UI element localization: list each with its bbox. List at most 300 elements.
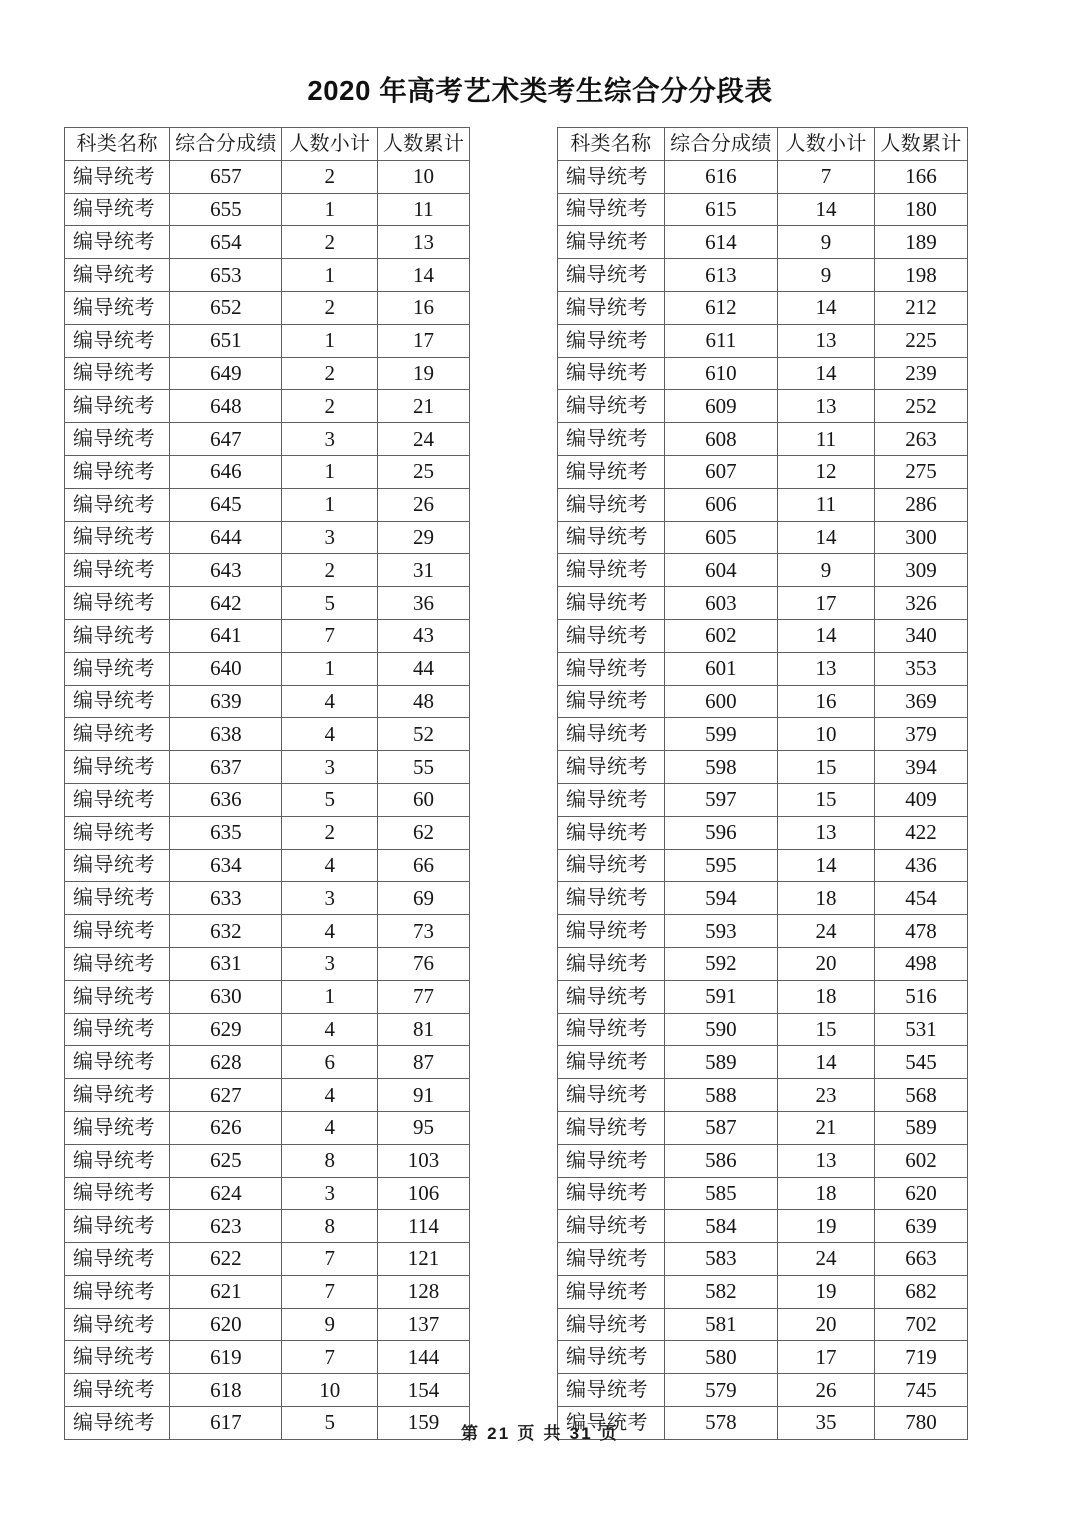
table-row (558, 1341, 968, 1374)
cell-subtotal: 7 (282, 1275, 378, 1308)
cell-subject: 编导统考 (65, 587, 170, 620)
cell-subject: 编导统考 (558, 619, 665, 652)
cell-subtotal: 3 (282, 1177, 378, 1210)
cell-subject: 编导统考 (558, 423, 665, 456)
cell-subtotal: 15 (778, 1013, 875, 1046)
cell-score: 641 (170, 619, 282, 652)
cell-cumulative: 663 (874, 1243, 967, 1276)
cell-cumulative: 13 (378, 226, 470, 259)
cell-score: 628 (170, 1046, 282, 1079)
table-row (65, 357, 470, 390)
cell-subtotal: 12 (778, 455, 875, 488)
cell-cumulative: 62 (378, 816, 470, 849)
table-row (558, 1177, 968, 1210)
cell-score: 635 (170, 816, 282, 849)
cell-cumulative: 379 (874, 718, 967, 751)
cell-subject: 编导统考 (558, 718, 665, 751)
cell-subtotal: 9 (778, 259, 875, 292)
cell-subtotal: 1 (282, 455, 378, 488)
cell-subtotal: 20 (778, 947, 875, 980)
cell-cumulative: 106 (378, 1177, 470, 1210)
cell-score: 638 (170, 718, 282, 751)
cell-cumulative: 159 (378, 1407, 470, 1440)
table-row (65, 718, 470, 751)
cell-subtotal: 17 (778, 1341, 875, 1374)
cell-cumulative: 55 (378, 751, 470, 784)
cell-cumulative: 263 (874, 423, 967, 456)
table-row (558, 259, 968, 292)
cell-score: 633 (170, 882, 282, 915)
table-row (558, 816, 968, 849)
cell-score: 634 (170, 849, 282, 882)
cell-subject: 编导统考 (558, 554, 665, 587)
table-row (558, 1111, 968, 1144)
cell-subject: 编导统考 (65, 1341, 170, 1374)
cell-subtotal: 15 (778, 783, 875, 816)
table-row (558, 324, 968, 357)
cell-cumulative: 52 (378, 718, 470, 751)
cell-cumulative: 436 (874, 849, 967, 882)
cell-subtotal: 14 (778, 521, 875, 554)
cell-score: 600 (664, 685, 778, 718)
table-row (558, 160, 968, 193)
cell-cumulative: 286 (874, 488, 967, 521)
table-row (65, 226, 470, 259)
cell-subject: 编导统考 (65, 980, 170, 1013)
cell-cumulative: 340 (874, 619, 967, 652)
cell-score: 630 (170, 980, 282, 1013)
cell-score: 586 (664, 1144, 778, 1177)
cell-subject: 编导统考 (558, 980, 665, 1013)
cell-cumulative: 77 (378, 980, 470, 1013)
table-row (65, 324, 470, 357)
cell-subject: 编导统考 (558, 1210, 665, 1243)
cell-subject: 编导统考 (558, 357, 665, 390)
cell-cumulative: 76 (378, 947, 470, 980)
table-row (65, 1275, 470, 1308)
cell-score: 581 (664, 1308, 778, 1341)
cell-subtotal: 1 (282, 980, 378, 1013)
cell-cumulative: 602 (874, 1144, 967, 1177)
score-table-right (557, 127, 968, 1440)
cell-subtotal: 23 (778, 1079, 875, 1112)
cell-subject: 编导统考 (558, 1013, 665, 1046)
cell-subtotal: 2 (282, 390, 378, 423)
cell-cumulative: 719 (874, 1341, 967, 1374)
cell-score: 640 (170, 652, 282, 685)
cell-subject: 编导统考 (558, 882, 665, 915)
cell-cumulative: 144 (378, 1341, 470, 1374)
table-row (65, 423, 470, 456)
cell-subtotal: 14 (778, 1046, 875, 1079)
table-row (558, 1144, 968, 1177)
cell-subject: 编导统考 (65, 783, 170, 816)
cell-score: 612 (664, 291, 778, 324)
cell-subject: 编导统考 (65, 324, 170, 357)
cell-score: 611 (664, 324, 778, 357)
cell-cumulative: 121 (378, 1243, 470, 1276)
cell-cumulative: 478 (874, 915, 967, 948)
cell-cumulative: 43 (378, 619, 470, 652)
cell-subtotal: 11 (778, 423, 875, 456)
cell-score: 616 (664, 160, 778, 193)
cell-score: 608 (664, 423, 778, 456)
cell-subtotal: 13 (778, 324, 875, 357)
table-row (65, 521, 470, 554)
cell-cumulative: 589 (874, 1111, 967, 1144)
cell-subtotal: 8 (282, 1210, 378, 1243)
cell-subject: 编导统考 (65, 488, 170, 521)
cell-subject: 编导统考 (65, 1407, 170, 1440)
cell-cumulative: 498 (874, 947, 967, 980)
cell-subject: 编导统考 (65, 1275, 170, 1308)
cell-subject: 编导统考 (65, 1177, 170, 1210)
cell-subtotal: 18 (778, 980, 875, 1013)
table-row (558, 915, 968, 948)
cell-score: 617 (170, 1407, 282, 1440)
cell-cumulative: 14 (378, 259, 470, 292)
cell-score: 618 (170, 1374, 282, 1407)
cell-subtotal: 5 (282, 1407, 378, 1440)
table-row (65, 882, 470, 915)
cell-cumulative: 326 (874, 587, 967, 620)
cell-subject: 编导统考 (558, 1243, 665, 1276)
table-body-left (65, 160, 470, 1439)
cell-subtotal: 14 (778, 291, 875, 324)
cell-cumulative: 114 (378, 1210, 470, 1243)
cell-score: 607 (664, 455, 778, 488)
cell-score: 623 (170, 1210, 282, 1243)
cell-cumulative: 19 (378, 357, 470, 390)
cell-score: 588 (664, 1079, 778, 1112)
column-header-score: 综合分成绩 (664, 128, 778, 161)
cell-subtotal: 13 (778, 390, 875, 423)
cell-score: 637 (170, 751, 282, 784)
cell-cumulative: 353 (874, 652, 967, 685)
cell-score: 593 (664, 915, 778, 948)
table-row (558, 1210, 968, 1243)
cell-score: 594 (664, 882, 778, 915)
cell-cumulative: 394 (874, 751, 967, 784)
cell-cumulative: 780 (874, 1407, 967, 1440)
cell-subtotal: 26 (778, 1374, 875, 1407)
cell-cumulative: 568 (874, 1079, 967, 1112)
table-row (65, 1177, 470, 1210)
table-row (65, 1046, 470, 1079)
table-row (65, 554, 470, 587)
cell-subtotal: 3 (282, 882, 378, 915)
cell-score: 584 (664, 1210, 778, 1243)
cell-subtotal: 3 (282, 751, 378, 784)
cell-cumulative: 91 (378, 1079, 470, 1112)
cell-subtotal: 7 (282, 619, 378, 652)
cell-subtotal: 2 (282, 816, 378, 849)
table-row (65, 783, 470, 816)
cell-cumulative: 531 (874, 1013, 967, 1046)
table-row (558, 718, 968, 751)
table-row (558, 1374, 968, 1407)
cell-score: 589 (664, 1046, 778, 1079)
cell-cumulative: 252 (874, 390, 967, 423)
cell-subtotal: 3 (282, 521, 378, 554)
cell-cumulative: 87 (378, 1046, 470, 1079)
cell-subject: 编导统考 (65, 1308, 170, 1341)
cell-score: 603 (664, 587, 778, 620)
cell-score: 615 (664, 193, 778, 226)
cell-subject: 编导统考 (558, 783, 665, 816)
cell-score: 602 (664, 619, 778, 652)
cell-subtotal: 14 (778, 193, 875, 226)
cell-subject: 编导统考 (65, 1210, 170, 1243)
cell-subject: 编导统考 (65, 751, 170, 784)
cell-subtotal: 1 (282, 488, 378, 521)
cell-score: 604 (664, 554, 778, 587)
table-row (558, 521, 968, 554)
cell-subject: 编导统考 (558, 915, 665, 948)
cell-subject: 编导统考 (558, 1046, 665, 1079)
table-row (558, 882, 968, 915)
cell-cumulative: 545 (874, 1046, 967, 1079)
cell-subtotal: 13 (778, 1144, 875, 1177)
cell-subtotal: 13 (778, 652, 875, 685)
table-row (65, 193, 470, 226)
cell-subtotal: 19 (778, 1210, 875, 1243)
cell-score: 578 (664, 1407, 778, 1440)
cell-score: 651 (170, 324, 282, 357)
cell-cumulative: 702 (874, 1308, 967, 1341)
cell-subject: 编导统考 (558, 259, 665, 292)
cell-subtotal: 13 (778, 816, 875, 849)
cell-score: 645 (170, 488, 282, 521)
cell-subject: 编导统考 (558, 521, 665, 554)
cell-subject: 编导统考 (558, 1144, 665, 1177)
table-row (558, 423, 968, 456)
table-row (558, 488, 968, 521)
cell-subtotal: 20 (778, 1308, 875, 1341)
cell-subject: 编导统考 (558, 685, 665, 718)
table-row (65, 1308, 470, 1341)
cell-subject: 编导统考 (558, 291, 665, 324)
cell-subtotal: 2 (282, 357, 378, 390)
table-row (65, 291, 470, 324)
cell-cumulative: 69 (378, 882, 470, 915)
cell-cumulative: 31 (378, 554, 470, 587)
cell-score: 655 (170, 193, 282, 226)
cell-cumulative: 212 (874, 291, 967, 324)
cell-score: 639 (170, 685, 282, 718)
table-row (558, 357, 968, 390)
cell-subject: 编导统考 (558, 1177, 665, 1210)
table-row (558, 947, 968, 980)
cell-score: 601 (664, 652, 778, 685)
table-row (558, 390, 968, 423)
cell-score: 631 (170, 947, 282, 980)
cell-cumulative: 25 (378, 455, 470, 488)
table-body-right (558, 160, 968, 1439)
cell-score: 654 (170, 226, 282, 259)
cell-cumulative: 639 (874, 1210, 967, 1243)
cell-score: 657 (170, 160, 282, 193)
table-row (65, 1079, 470, 1112)
table-row (558, 980, 968, 1013)
cell-score: 587 (664, 1111, 778, 1144)
cell-score: 592 (664, 947, 778, 980)
cell-subject: 编导统考 (558, 160, 665, 193)
cell-cumulative: 29 (378, 521, 470, 554)
table-row (558, 783, 968, 816)
cell-score: 647 (170, 423, 282, 456)
column-header-cumulative: 人数累计 (874, 128, 967, 161)
table-row (65, 1144, 470, 1177)
table-row (65, 980, 470, 1013)
table-row (65, 1111, 470, 1144)
cell-score: 595 (664, 849, 778, 882)
cell-score: 642 (170, 587, 282, 620)
cell-score: 599 (664, 718, 778, 751)
cell-cumulative: 66 (378, 849, 470, 882)
cell-cumulative: 275 (874, 455, 967, 488)
cell-subtotal: 16 (778, 685, 875, 718)
cell-cumulative: 239 (874, 357, 967, 390)
cell-subtotal: 3 (282, 423, 378, 456)
cell-subject: 编导统考 (65, 915, 170, 948)
cell-cumulative: 620 (874, 1177, 967, 1210)
cell-score: 625 (170, 1144, 282, 1177)
cell-cumulative: 225 (874, 324, 967, 357)
table-row (558, 1046, 968, 1079)
cell-score: 636 (170, 783, 282, 816)
table-header-row (558, 128, 968, 161)
cell-subject: 编导统考 (65, 193, 170, 226)
cell-subject: 编导统考 (558, 226, 665, 259)
cell-score: 614 (664, 226, 778, 259)
cell-subtotal: 1 (282, 193, 378, 226)
cell-subject: 编导统考 (65, 160, 170, 193)
cell-subtotal: 7 (282, 1341, 378, 1374)
cell-subject: 编导统考 (65, 685, 170, 718)
cell-subtotal: 3 (282, 947, 378, 980)
cell-subtotal: 24 (778, 1243, 875, 1276)
table-row (65, 160, 470, 193)
cell-score: 653 (170, 259, 282, 292)
table-row (558, 193, 968, 226)
cell-subtotal: 9 (282, 1308, 378, 1341)
cell-subject: 编导统考 (558, 1308, 665, 1341)
cell-subtotal: 4 (282, 1079, 378, 1112)
table-header-row (65, 128, 470, 161)
cell-subject: 编导统考 (558, 947, 665, 980)
cell-subtotal: 2 (282, 554, 378, 587)
cell-cumulative: 16 (378, 291, 470, 324)
cell-score: 620 (170, 1308, 282, 1341)
table-row (558, 652, 968, 685)
cell-cumulative: 128 (378, 1275, 470, 1308)
cell-subject: 编导统考 (558, 324, 665, 357)
table-row (65, 390, 470, 423)
cell-score: 621 (170, 1275, 282, 1308)
cell-subtotal: 18 (778, 882, 875, 915)
table-row (65, 587, 470, 620)
cell-subject: 编导统考 (558, 849, 665, 882)
cell-subtotal: 1 (282, 259, 378, 292)
cell-cumulative: 409 (874, 783, 967, 816)
cell-subject: 编导统考 (65, 947, 170, 980)
cell-subject: 编导统考 (558, 390, 665, 423)
cell-score: 619 (170, 1341, 282, 1374)
cell-cumulative: 454 (874, 882, 967, 915)
cell-subtotal: 14 (778, 357, 875, 390)
table-row (558, 849, 968, 882)
cell-score: 598 (664, 751, 778, 784)
cell-subject: 编导统考 (65, 455, 170, 488)
cell-cumulative: 73 (378, 915, 470, 948)
column-header-subtotal: 人数小计 (282, 128, 378, 161)
cell-subtotal: 24 (778, 915, 875, 948)
page-title: 2020 年高考艺术类考生综合分分段表 (307, 75, 773, 106)
cell-subtotal: 4 (282, 1111, 378, 1144)
column-header-cumulative: 人数累计 (378, 128, 470, 161)
cell-subtotal: 4 (282, 685, 378, 718)
table-row (558, 291, 968, 324)
cell-subject: 编导统考 (65, 357, 170, 390)
cell-subject: 编导统考 (65, 718, 170, 751)
cell-subtotal: 7 (778, 160, 875, 193)
cell-cumulative: 137 (378, 1308, 470, 1341)
cell-cumulative: 422 (874, 816, 967, 849)
cell-subject: 编导统考 (558, 488, 665, 521)
cell-cumulative: 11 (378, 193, 470, 226)
column-header-subject: 科类名称 (65, 128, 170, 161)
cell-score: 585 (664, 1177, 778, 1210)
table-row (558, 455, 968, 488)
table-row (65, 1210, 470, 1243)
cell-subject: 编导统考 (65, 390, 170, 423)
cell-cumulative: 95 (378, 1111, 470, 1144)
cell-score: 605 (664, 521, 778, 554)
table-row (65, 259, 470, 292)
cell-subtotal: 9 (778, 226, 875, 259)
cell-score: 648 (170, 390, 282, 423)
cell-subject: 编导统考 (558, 1079, 665, 1112)
cell-score: 590 (664, 1013, 778, 1046)
cell-subtotal: 8 (282, 1144, 378, 1177)
cell-score: 643 (170, 554, 282, 587)
cell-cumulative: 189 (874, 226, 967, 259)
cell-cumulative: 516 (874, 980, 967, 1013)
cell-cumulative: 180 (874, 193, 967, 226)
cell-score: 649 (170, 357, 282, 390)
cell-subtotal: 1 (282, 324, 378, 357)
cell-cumulative: 81 (378, 1013, 470, 1046)
cell-subtotal: 5 (282, 783, 378, 816)
cell-subject: 编导统考 (65, 423, 170, 456)
cell-subject: 编导统考 (65, 619, 170, 652)
cell-cumulative: 154 (378, 1374, 470, 1407)
cell-cumulative: 36 (378, 587, 470, 620)
table-row (558, 226, 968, 259)
table-row (65, 1341, 470, 1374)
cell-score: 632 (170, 915, 282, 948)
cell-score: 582 (664, 1275, 778, 1308)
cell-subject: 编导统考 (65, 226, 170, 259)
cell-score: 580 (664, 1341, 778, 1374)
cell-cumulative: 10 (378, 160, 470, 193)
cell-subject: 编导统考 (65, 1374, 170, 1407)
table-row (558, 1079, 968, 1112)
cell-subject: 编导统考 (558, 816, 665, 849)
cell-subject: 编导统考 (558, 652, 665, 685)
cell-subtotal: 4 (282, 1013, 378, 1046)
